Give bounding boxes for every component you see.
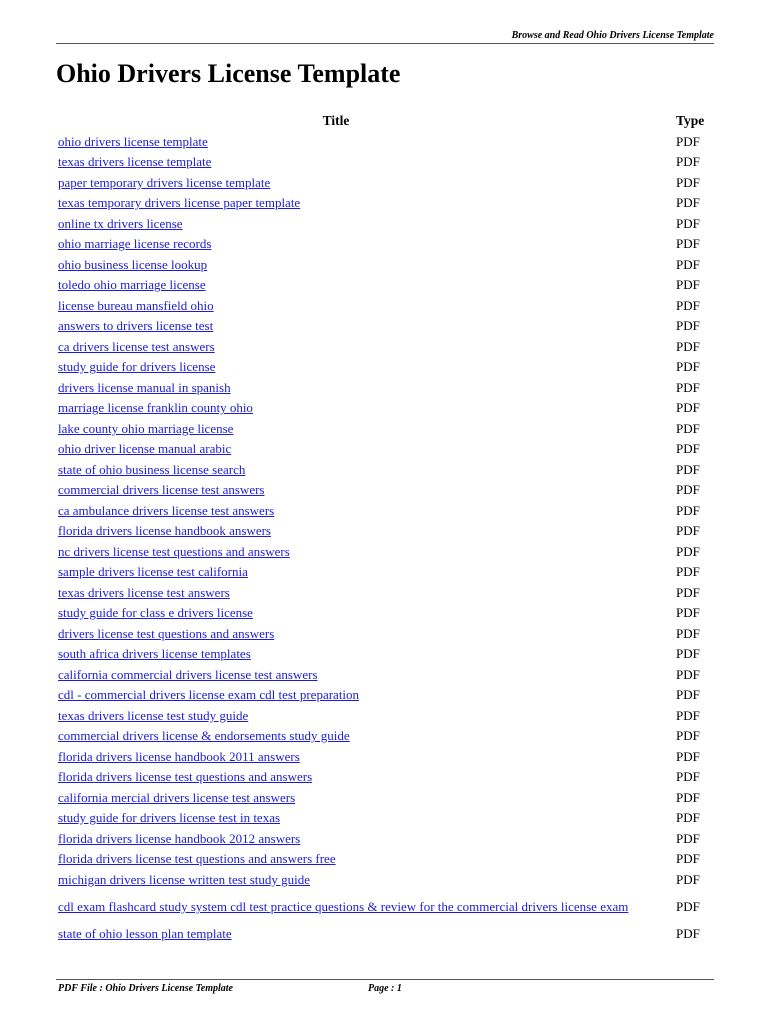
table-row [56,685,714,706]
title-cell [56,582,676,603]
document-link[interactable]: answers to drivers license test [58,318,214,334]
document-link[interactable]: license bureau mansfield ohio [58,297,214,313]
type-cell: PDF [676,584,700,600]
title-cell [56,234,676,255]
type-cell: PDF [676,215,700,231]
table-row [56,357,714,378]
type-cell: PDF [676,810,700,826]
document-link[interactable]: texas drivers license template [58,154,212,170]
type-cell: PDF [676,748,700,764]
document-title: Ohio Drivers License Template [56,59,401,88]
document-link[interactable]: ohio drivers license template [58,133,208,149]
table-row [56,275,714,296]
type-cell: PDF [676,297,700,313]
footer-page-number: Page : 1 [368,983,402,994]
type-cell: PDF [676,523,700,539]
type-cell: PDF [676,359,700,375]
title-cell [56,541,676,562]
table-row [56,172,714,193]
document-link[interactable]: study guide for class e drivers license [58,605,253,621]
table-row [56,418,714,439]
column-header-title: Title [322,112,350,128]
document-link[interactable]: state of ohio lesson plan template [58,926,232,942]
table-row [56,234,714,255]
table-row [56,664,714,685]
document-link[interactable]: michigan drivers license written test study guide [58,871,310,887]
table-row [56,295,714,316]
title-cell [56,377,676,398]
type-cell: PDF [676,133,700,149]
type-cell: PDF [676,926,700,942]
table-row [56,890,714,924]
title-cell [56,193,676,214]
type-cell: PDF [676,400,700,416]
table-header-row [56,110,714,131]
document-link[interactable]: texas temporary drivers license paper template [58,195,301,211]
table-row [56,500,714,521]
type-cell: PDF [676,666,700,682]
type-cell: PDF [676,174,700,190]
document-link[interactable]: texas drivers license test answers [58,584,230,600]
table-row [56,623,714,644]
title-cell [56,316,676,337]
document-link[interactable]: lake county ohio marriage license [58,420,234,436]
column-header-type: Type [676,112,705,128]
table-row [56,746,714,767]
table-row [56,541,714,562]
document-link[interactable]: ca ambulance drivers license test answers [58,502,275,518]
table-row [56,582,714,603]
table-row [56,562,714,583]
table-row [56,849,714,870]
table-body [56,131,714,944]
title-cell [56,767,676,788]
document-link[interactable]: study guide for drivers license test in texas [58,810,281,826]
type-cell: PDF [676,236,700,252]
table-row [56,644,714,665]
document-link[interactable]: nc drivers license test questions and answers [58,543,290,559]
title-cell [56,500,676,521]
table-row [56,869,714,890]
title-cell [56,336,676,357]
title-cell [56,357,676,378]
document-link[interactable]: paper temporary drivers license template [58,174,271,190]
type-cell: PDF [676,830,700,846]
title-cell [56,787,676,808]
table-row [56,828,714,849]
title-cell [56,295,676,316]
title-cell [56,439,676,460]
footer-divider [56,979,714,980]
title-cell [56,808,676,829]
title-cell [56,685,676,706]
type-cell: PDF [676,687,700,703]
document-link[interactable]: california mercial drivers license test answers [58,789,296,805]
type-cell: PDF [676,256,700,272]
footer-file-label: PDF File : Ohio Drivers License Template [58,983,233,994]
table-row [56,316,714,337]
document-link[interactable]: texas drivers license test study guide [58,707,249,723]
type-cell: PDF [676,318,700,334]
document-link[interactable]: california commercial drivers license test answers [58,666,318,682]
table-row [56,459,714,480]
title-cell [56,480,676,501]
type-cell: PDF [676,277,700,293]
table-row [56,521,714,542]
title-cell [56,521,676,542]
type-cell: PDF [676,195,700,211]
document-link[interactable]: online tx drivers license [58,215,183,231]
type-cell: PDF [676,482,700,498]
type-cell: PDF [676,899,700,914]
table-row [56,787,714,808]
document-link[interactable]: cdl exam flashcard study system cdl test practice questions & review for the commercial drivers license exam [58,899,629,914]
type-cell: PDF [676,379,700,395]
table-row [56,254,714,275]
document-link[interactable]: florida drivers license test questions and answers free [58,851,336,867]
table-row [56,377,714,398]
document-link[interactable]: florida drivers license handbook 2012 answers [58,830,301,846]
title-cell [56,849,676,870]
type-cell: PDF [676,646,700,662]
document-link[interactable]: florida drivers license handbook 2011 answers [58,748,300,764]
table-row [56,726,714,747]
type-cell: PDF [676,871,700,887]
table-row [56,336,714,357]
document-link[interactable]: ca drivers license test answers [58,338,215,354]
type-cell: PDF [676,543,700,559]
table-row [56,808,714,829]
type-cell: PDF [676,441,700,457]
type-cell: PDF [676,789,700,805]
title-cell [56,746,676,767]
title-cell [56,828,676,849]
title-cell [56,398,676,419]
title-cell [56,869,676,890]
table-row [56,152,714,173]
document-link[interactable]: state of ohio business license search [58,461,246,477]
document-link[interactable]: marriage license franklin county ohio [58,400,253,416]
table-row [56,705,714,726]
table-row [56,767,714,788]
header-divider [56,43,714,44]
title-cell [56,459,676,480]
title-cell [56,562,676,583]
title-cell [56,254,676,275]
document-link[interactable]: ohio business license lookup [58,256,208,272]
title-cell [56,664,676,685]
table-row [56,193,714,214]
title-cell [56,152,676,173]
title-cell [56,603,676,624]
type-cell: PDF [676,769,700,785]
document-link[interactable]: drivers license manual in spanish [58,379,231,395]
title-cell [56,623,676,644]
title-cell [56,172,676,193]
document-link[interactable]: toledo ohio marriage license [58,277,206,293]
title-cell [56,644,676,665]
document-link[interactable]: ohio marriage license records [58,236,212,252]
type-cell: PDF [676,728,700,744]
table-row [56,131,714,152]
type-cell: PDF [676,625,700,641]
title-cell [56,418,676,439]
document-link[interactable]: florida drivers license test questions and answers [58,769,313,785]
title-cell [56,705,676,726]
table-row [56,398,714,419]
type-cell: PDF [676,154,700,170]
document-link[interactable]: drivers license test questions and answers [58,625,275,641]
title-cell [56,213,676,234]
type-cell: PDF [676,564,700,580]
page-header: Browse and Read Ohio Drivers License Template [511,30,714,41]
table-row [56,480,714,501]
title-cell [56,275,676,296]
title-cell [56,924,676,945]
type-cell: PDF [676,338,700,354]
title-cell [56,131,676,152]
document-link[interactable]: south africa drivers license templates [58,646,251,662]
document-link[interactable]: commercial drivers license & endorsements study guide [58,728,350,744]
type-cell: PDF [676,851,700,867]
table-row [56,439,714,460]
table-row [56,213,714,234]
table-row [56,603,714,624]
type-cell: PDF [676,420,700,436]
title-cell [56,726,676,747]
document-link[interactable]: sample drivers license test california [58,564,248,580]
type-cell: PDF [676,707,700,723]
title-cell [56,890,676,924]
document-list-table [56,110,714,944]
document-link[interactable]: commercial drivers license test answers [58,482,265,498]
document-link[interactable]: ohio driver license manual arabic [58,441,232,457]
table-row [56,924,714,945]
type-cell: PDF [676,461,700,477]
type-cell: PDF [676,502,700,518]
document-link[interactable]: study guide for drivers license [58,359,216,375]
document-link[interactable]: florida drivers license handbook answers [58,523,271,539]
type-cell: PDF [676,605,700,621]
document-link[interactable]: cdl - commercial drivers license exam cdl test preparation [58,687,360,703]
